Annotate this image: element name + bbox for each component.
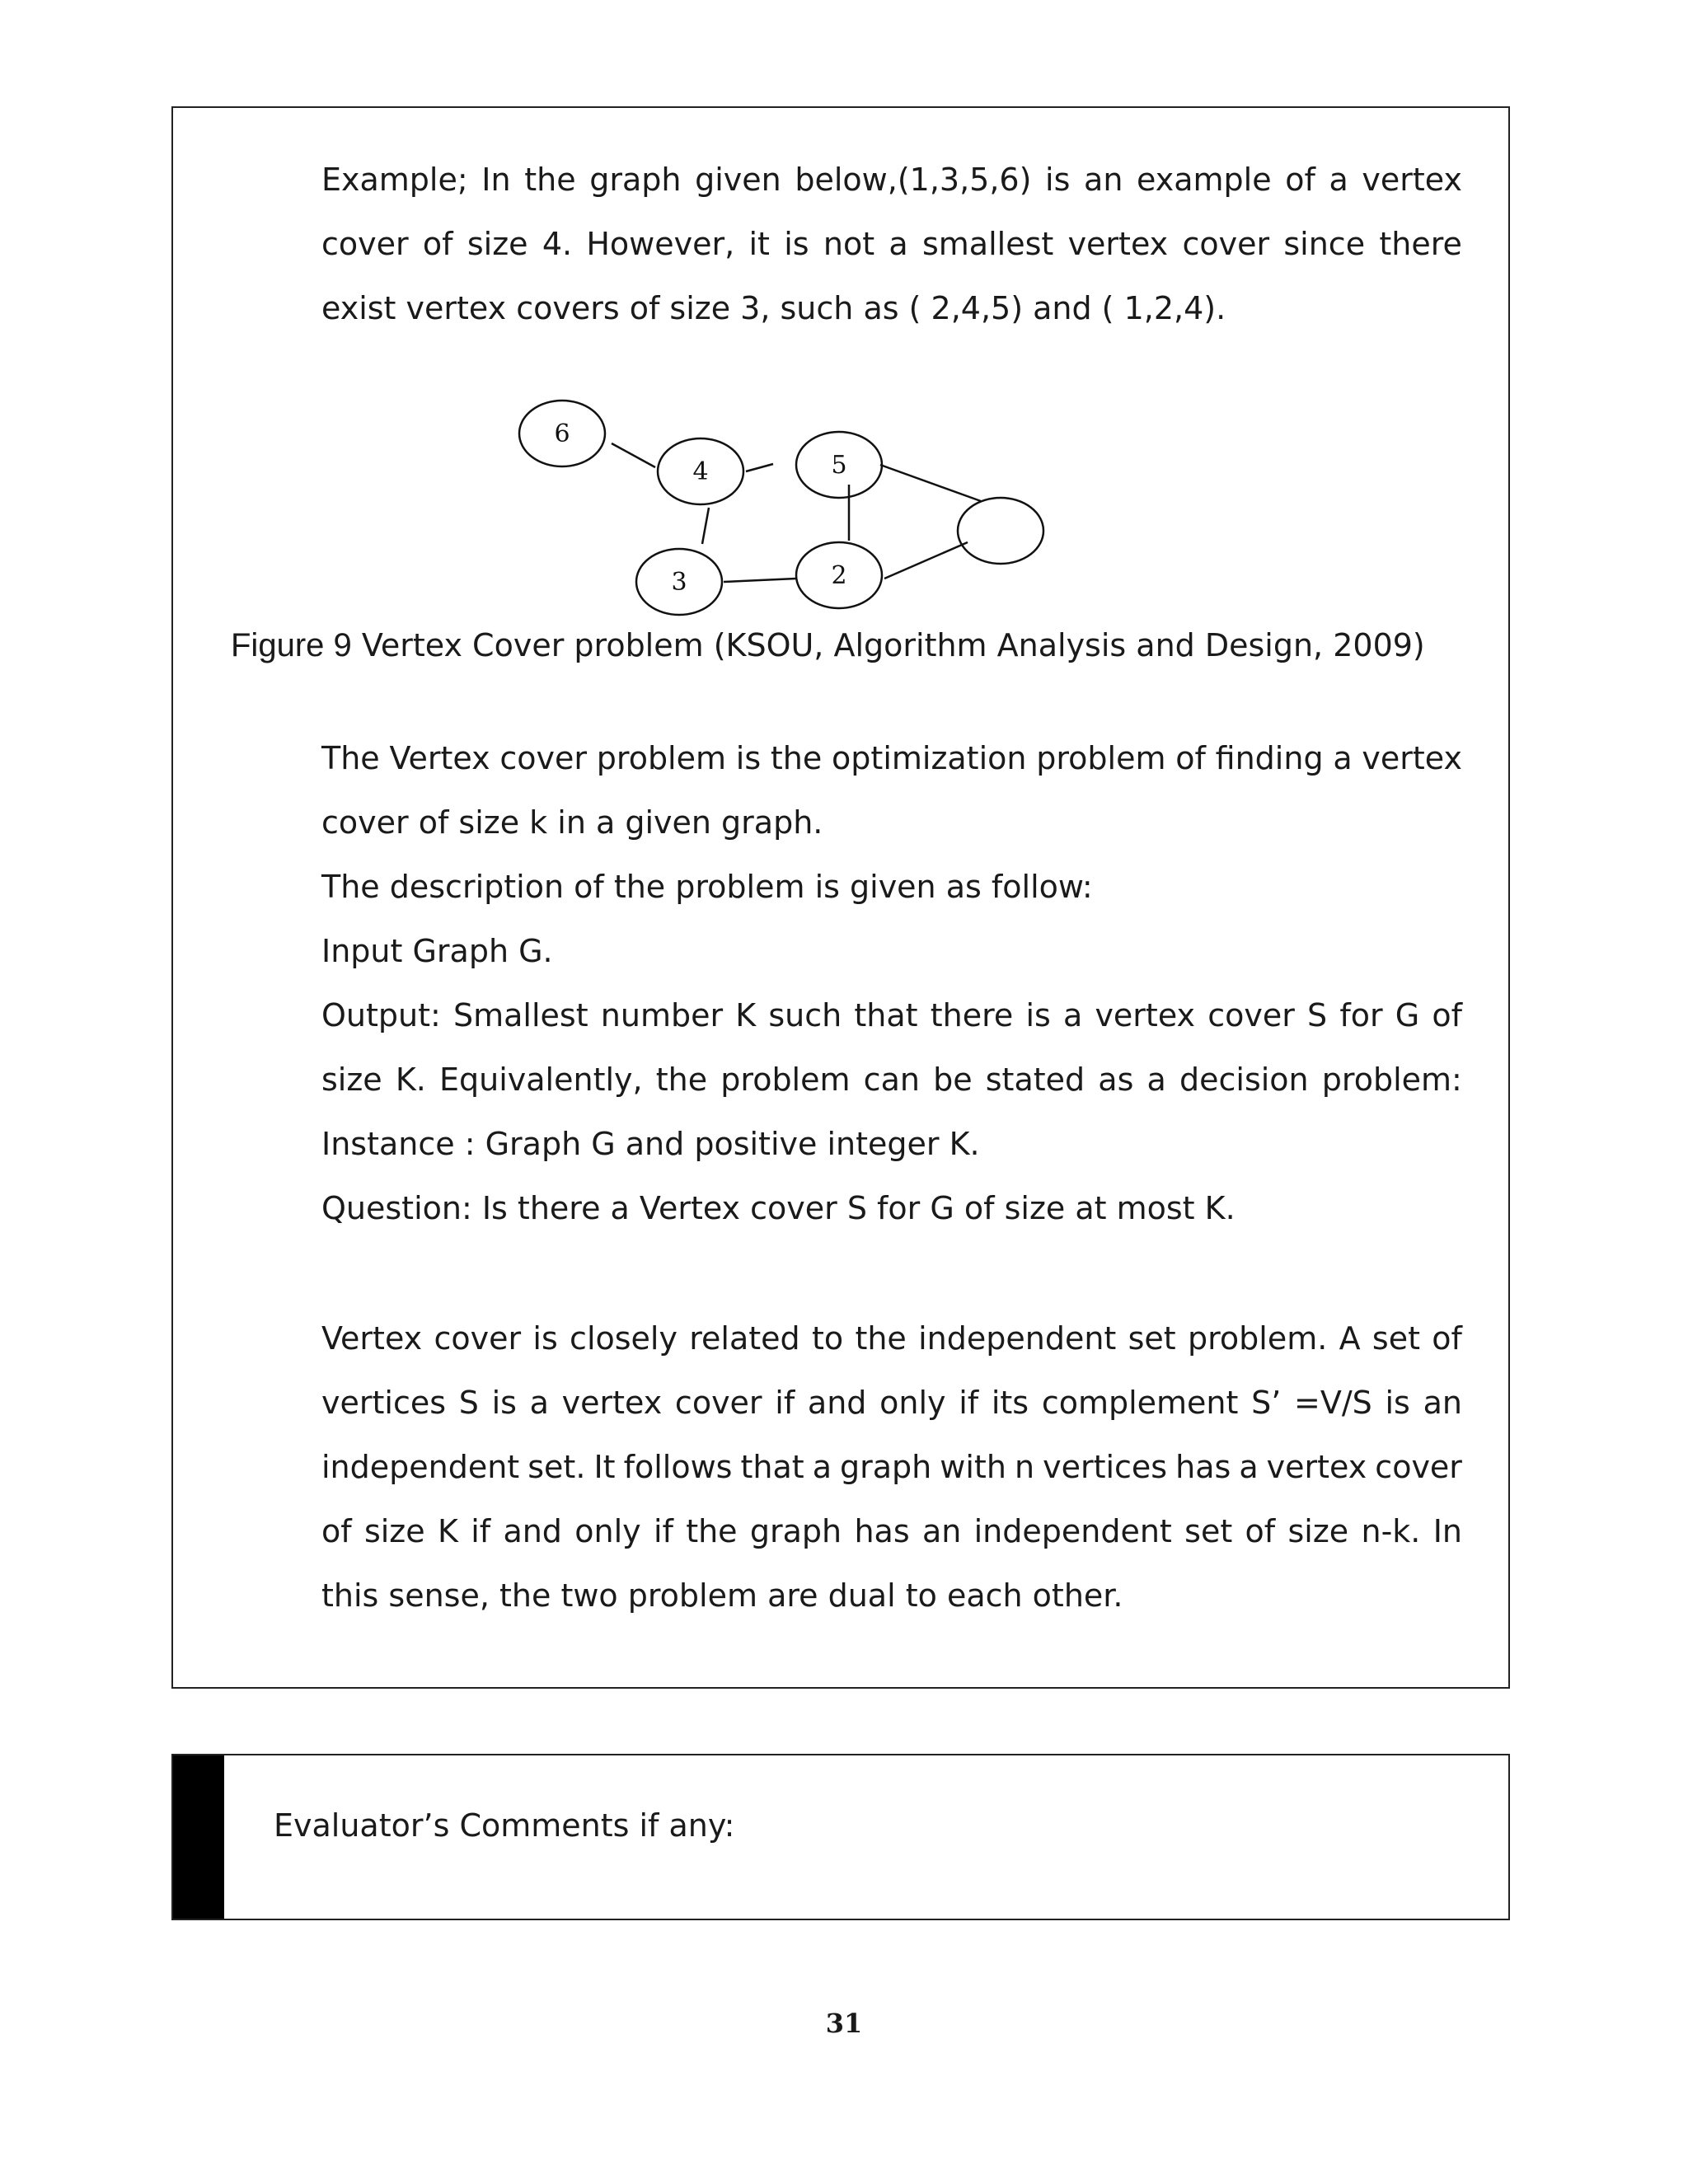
figure-caption-text: Vertex Cover problem (KSOU, Algorithm Analysis and Design, 2009)	[351, 627, 1425, 663]
example-paragraph	[321, 148, 1462, 340]
graph-node-label: 3	[671, 568, 687, 597]
graph-node-label: 2	[831, 561, 847, 590]
text-line: vertices S is a vertex cover if and only if its complement S’ =V/S is an	[321, 1385, 1462, 1421]
graph-edge	[746, 464, 773, 471]
evaluator-comments-box	[171, 1754, 1510, 1920]
text-line: cover of size 4. However, it is not a smallest vertex cover since there	[321, 226, 1462, 262]
graph-edge	[724, 579, 796, 582]
text-line: cover of size k in a given graph.	[321, 804, 823, 841]
graph-node-label: 5	[831, 451, 847, 480]
graph-node-label: 6	[554, 419, 570, 448]
graph-node-label: 4	[692, 457, 709, 486]
figure-caption	[231, 625, 1425, 666]
text-line: independent set. It follows that a graph with n vertices has a vertex cover	[321, 1449, 1462, 1485]
graph-edge	[884, 542, 968, 579]
text-line: Example; In the graph given below,(1,3,5,6) is an example of a vertex	[321, 162, 1462, 198]
graph-edge	[880, 465, 981, 501]
page-number: 31	[825, 2008, 863, 2039]
text-line: The Vertex cover problem is the optimization problem of finding a vertex	[321, 740, 1462, 776]
vertex-cover-graph	[495, 387, 1071, 626]
figure-label: Figure 9	[231, 627, 352, 663]
instance-line: Instance : Graph G and positive integer K.	[321, 1126, 980, 1162]
evaluator-comments-label: Evaluator’s Comments if any:	[274, 1807, 735, 1844]
question-line: Question: Is there a Vertex cover S for G of size at most K.	[321, 1190, 1236, 1226]
graph-edge	[612, 443, 655, 467]
independent-set-paragraph	[321, 1306, 1462, 1628]
text-line: Vertex cover is closely related to the independent set problem. A set of	[321, 1320, 1462, 1357]
comment-side-bar	[173, 1755, 224, 1919]
graph-node-1	[958, 498, 1043, 564]
text-line: this sense, the two problem are dual to each other.	[321, 1577, 1123, 1614]
output-line: Output: Smallest number K such that there is a vertex cover S for G of	[321, 997, 1462, 1033]
description-line: The description of the problem is given as follow:	[321, 869, 1093, 905]
graph-edge	[702, 508, 709, 544]
text-line: exist vertex covers of size 3, such as ( 2,4,5) and ( 1,2,4).	[321, 290, 1226, 326]
input-line: Input Graph G.	[321, 933, 553, 969]
output-line: size K. Equivalently, the problem can be stated as a decision problem:	[321, 1062, 1462, 1098]
text-line: of size K if and only if the graph has an independent set of size n-k. In	[321, 1513, 1462, 1549]
problem-description	[321, 726, 1462, 1240]
